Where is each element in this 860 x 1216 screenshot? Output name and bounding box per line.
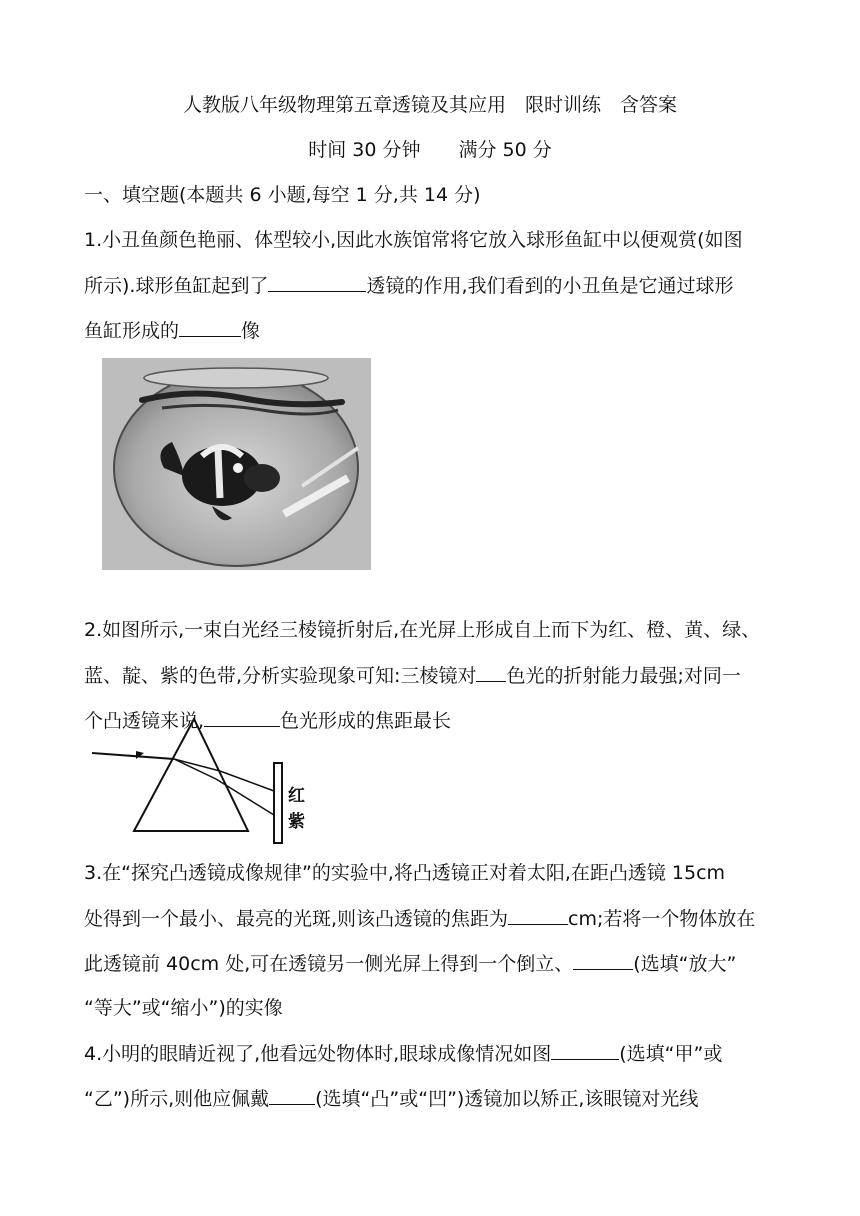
q3-line2: 处得到一个最小、最亮的光斑,则该凸透镜的焦距为 cm;若将一个物体放在 — [84, 908, 756, 930]
q2-blank-1[interactable] — [476, 663, 506, 682]
q4-line1: 4.小明的眼睛近视了,他看远处物体时,眼球成像情况如图 (选填“甲”或 — [84, 1043, 723, 1065]
q1-line2: 所示).球形鱼缸起到了 透镜的作用,我们看到的小丑鱼是它通过球形 — [84, 275, 734, 297]
document-title: 人教版八年级物理第五章透镜及其应用 限时训练 含答案 — [182, 94, 677, 116]
q1-blank-1[interactable] — [268, 273, 366, 292]
screen-label-violet: 紫 — [288, 812, 305, 832]
section-heading: 一、填空题(本题共 6 小题,每空 1 分,共 14 分) — [84, 184, 481, 206]
q4-line2: “乙”)所示,则他应佩戴 (选填“凸”或“凹”)透镜加以矫正,该眼镜对光线 — [84, 1088, 699, 1110]
screen-label-red: 红 — [288, 786, 305, 806]
fishbowl-figure — [102, 358, 371, 570]
q1-line1: 1.小丑鱼颜色艳丽、体型较小,因此水族馆常将它放入球形鱼缸中以便观赏(如图 — [84, 229, 743, 251]
q4-blank-2[interactable] — [269, 1086, 315, 1105]
q1-blank-2[interactable] — [179, 318, 241, 337]
prism-figure — [90, 713, 310, 845]
q2-line3: 个凸透镜来说, 色光形成的焦距最长 — [84, 710, 452, 732]
document-subtitle: 时间 30 分钟 满分 50 分 — [308, 139, 552, 161]
q3-line4: “等大”或“缩小”)的实像 — [84, 997, 283, 1019]
q2-line1: 2.如图所示,一束白光经三棱镜折射后,在光屏上形成自上而下为红、橙、黄、绿、 — [84, 619, 761, 641]
q4-blank-1[interactable] — [551, 1041, 619, 1060]
q3-line3: 此透镜前 40cm 处,可在透镜另一侧光屏上得到一个倒立、 (选填“放大” — [84, 953, 737, 975]
q1-line3: 鱼缸形成的 像 — [84, 320, 261, 342]
q3-line1: 3.在“探究凸透镜成像规律”的实验中,将凸透镜正对着太阳,在距凸透镜 15cm — [84, 862, 726, 884]
q3-blank-2[interactable] — [573, 951, 633, 970]
q3-blank-1[interactable] — [508, 906, 568, 925]
q2-line2: 蓝、靛、紫的色带,分析实验现象可知:三棱镜对 色光的折射能力最强;对同一 — [84, 665, 741, 687]
